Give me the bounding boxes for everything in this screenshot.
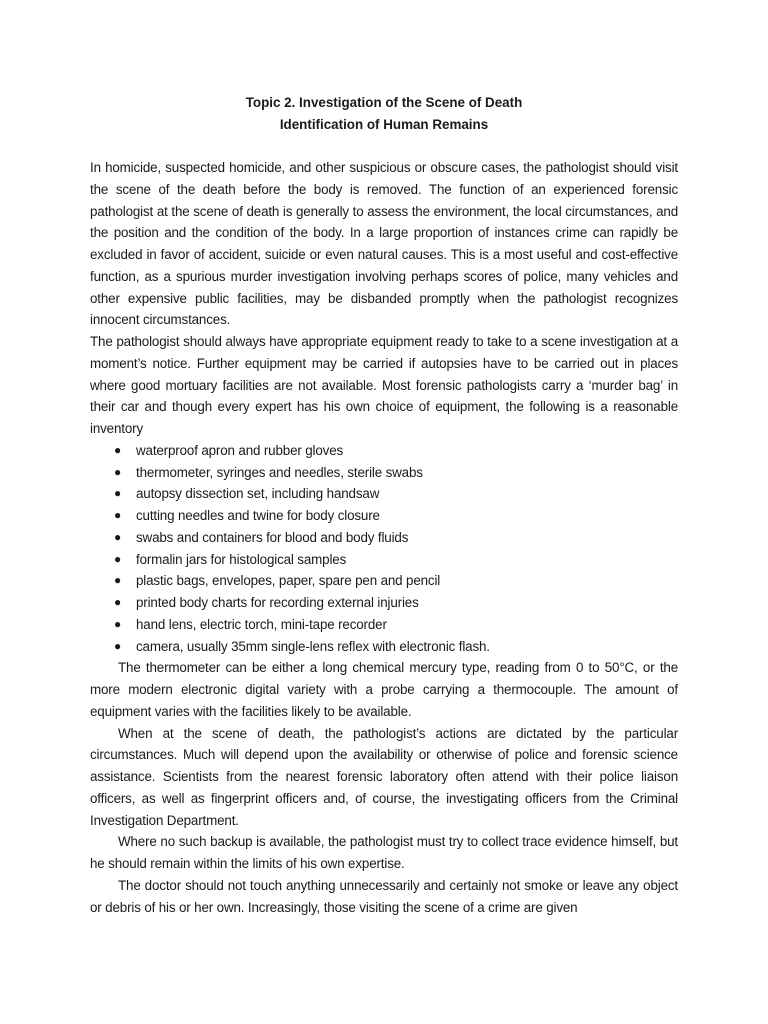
list-item	[90, 505, 678, 527]
bullet-icon: ●	[114, 573, 122, 588]
list-item-text: camera, usually 35mm single-lens reflex with electronic flash.	[136, 638, 490, 654]
document-subtitle: Identification of Human Remains	[279, 117, 489, 132]
document-title: Topic 2. Investigation of the Scene of Death	[245, 95, 523, 110]
list-item-text: cutting needles and twine for body closure	[136, 508, 380, 523]
paragraph-equipment: The pathologist should always have appropriate equipment ready to take to a scene investigation at a moment’s notice. Further equipment may be carried if autopsies have to be carried out in places where good mortuary facilities are not available. Most forensic pathologists carry a ‘murder bag’ in their car and though every expert has his own choice of equipment, the following is a reasonable inventory	[90, 334, 678, 436]
title-spacer	[90, 136, 678, 157]
paragraph-no-backup: Where no such backup is available, the pathologist must try to collect trace evidence himself, but he should remain within the limits of his own expertise.	[90, 834, 678, 871]
list-item-text: hand lens, electric torch, mini-tape recorder	[136, 616, 387, 632]
list-item-text: thermometer, syringes and needles, sterile swabs	[136, 464, 423, 480]
list-item	[90, 549, 678, 571]
list-item-text: autopsy dissection set, including handsaw	[136, 486, 380, 502]
list-item-text: formalin jars for histological samples	[136, 551, 347, 567]
list-item	[90, 483, 678, 505]
list-item	[90, 614, 678, 636]
document-page	[90, 92, 678, 918]
paragraph-scene-actions: When at the scene of death, the pathologist’s actions are dictated by the particular circumstances. Much will depend upon the availability or otherwise of police and forensic science assistance. Scientists from the nearest forensic laboratory often attend with their police liaison officers, as well as fingerprint officers and, of course, the investigating officers from the Criminal Investigation Department.	[90, 725, 678, 828]
bullet-icon: ●	[114, 486, 122, 501]
list-item-text: waterproof apron and rubber gloves	[136, 442, 344, 458]
bullet-icon: ●	[114, 638, 122, 653]
inventory-list	[90, 440, 678, 658]
list-item-text: printed body charts for recording external injuries	[136, 595, 419, 610]
list-item	[90, 440, 678, 462]
paragraph-intro: In homicide, suspected homicide, and other suspicious or obscure cases, the pathologist should visit the scene of the death before the body is removed. The function of an experienced forensic pathologist at the scene of death is generally to assess the environment, the local circumstances, and the position and the condition of the body. In a large proportion of instances crime can rapidly be excluded in favor of accident, suicide or even natural causes. This is a most useful and cost-effective function, as a spurious murder investigation involving perhaps scores of police, many vehicles and other expensive public facilities, may be disbanded promptly when the pathologist recognizes innocent circumstances.	[90, 160, 678, 328]
bullet-icon: ●	[114, 529, 122, 544]
list-item-text: swabs and containers for blood and body fluids	[136, 529, 409, 545]
bullet-icon: ●	[114, 595, 122, 609]
bullet-icon: ●	[114, 551, 122, 566]
list-item	[90, 592, 678, 614]
list-item	[90, 636, 678, 658]
list-item-text: plastic bags, envelopes, paper, spare pen and pencil	[136, 573, 441, 589]
bullet-icon: ●	[114, 508, 122, 522]
list-item	[90, 462, 678, 484]
bullet-icon: ●	[114, 616, 122, 631]
bullet-icon: ●	[114, 442, 122, 457]
paragraph-thermometer: The thermometer can be either a long chemical mercury type, reading from 0 to 50°C, or the more modern electronic digital variety with a probe carrying a thermocouple. The amount of equipment varies with the facilities likely to be available.	[90, 660, 678, 719]
list-item	[90, 527, 678, 549]
list-item	[90, 570, 678, 592]
bullet-icon: ●	[114, 464, 122, 479]
paragraph-doctor-conduct: The doctor should not touch anything unnecessarily and certainly not smoke or leave any object or debris of his or her own. Increasingly, those visiting the scene of a crime are given	[90, 877, 678, 915]
